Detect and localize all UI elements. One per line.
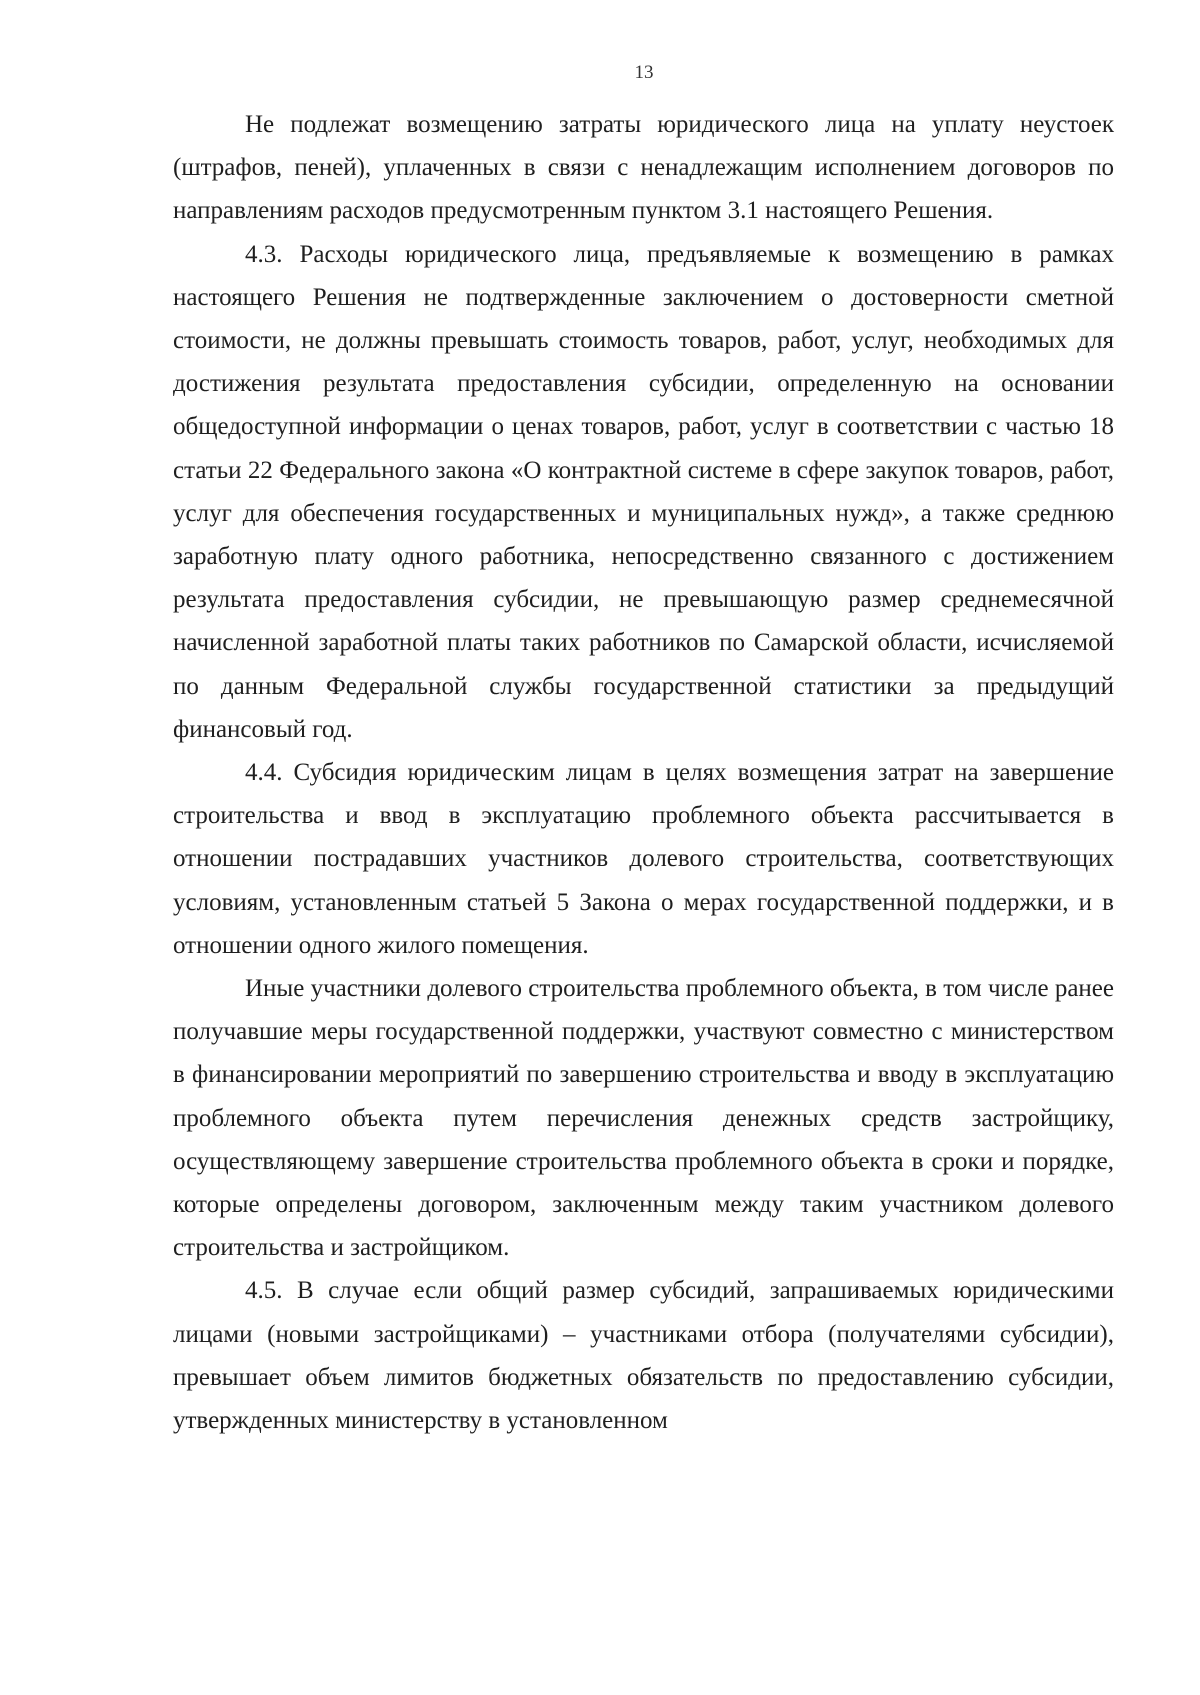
paragraph-4-4: 4.4. Субсидия юридическим лицам в целях возмещения затрат на завершение строительства и ввод в эксплуатацию проблемного объекта рассчитывается в отношении пострадавших участников долевого строительства, соответствующих условиям, установленным статьей 5 Закона о мерах государственной поддержки, и в отношении одного жилого помещения. (173, 759, 1114, 959)
paragraph-other-participants: Иные участники долевого строительства проблемного объекта, в том числе ранее получавшие меры государственной поддержки, участвуют совместно с министерством в финансировании мероприятий по завершению строительства и вводу в эксплуатацию проблемного объекта путем перечисления денежных средств застройщику, осуществляющему завершение строительства проблемного объекта в сроки и порядке, которые определены договором, заключенным между таким участником долевого строительства и застройщиком. (173, 975, 1114, 1262)
page-number: 13 (634, 62, 654, 83)
paragraph-4-3: 4.3. Расходы юридического лица, предъявляемые к возмещению в рамках настоящего Решения не подтвержденные заключением о достоверности сметной стоимости, не должны превышать стоимость товаров, работ, услуг, необходимых для достижения результата предоставления субсидии, определенную на основании общедоступной информации о ценах товаров, работ, услуг в соответствии с частью 18 статьи 22 Федерального закона «О контрактной системе в сфере закупок товаров, работ, услуг для обеспечения государственных и муниципальных нужд», а также среднюю заработную плату одного работника, непосредственно связанного с достижением результата предоставления субсидии, не превышающую размер среднемесячной начисленной заработной платы таких работников по Самарской области, исчисляемой по данным Федеральной службы государственной статистики за предыдущий финансовый год. (173, 240, 1114, 743)
paragraph-penalties-not-reimbursed: Не подлежат возмещению затраты юридического лица на уплату неустоек (штрафов, пеней), уплаченных в связи с ненадлежащим исполнением договоров по направлениям расходов предусмотренным пунктом 3.1 настоящего Решения. (173, 111, 1114, 225)
paragraph-4-5: 4.5. В случае если общий размер субсидий, запрашиваемых юридическими лицами (новыми застройщиками) – участниками отбора (получателями субсидии), превышает объем лимитов бюджетных обязательств по предоставлению субсидии, утвержденных министерству в установленном (173, 1277, 1114, 1435)
document-body (173, 103, 1114, 1442)
